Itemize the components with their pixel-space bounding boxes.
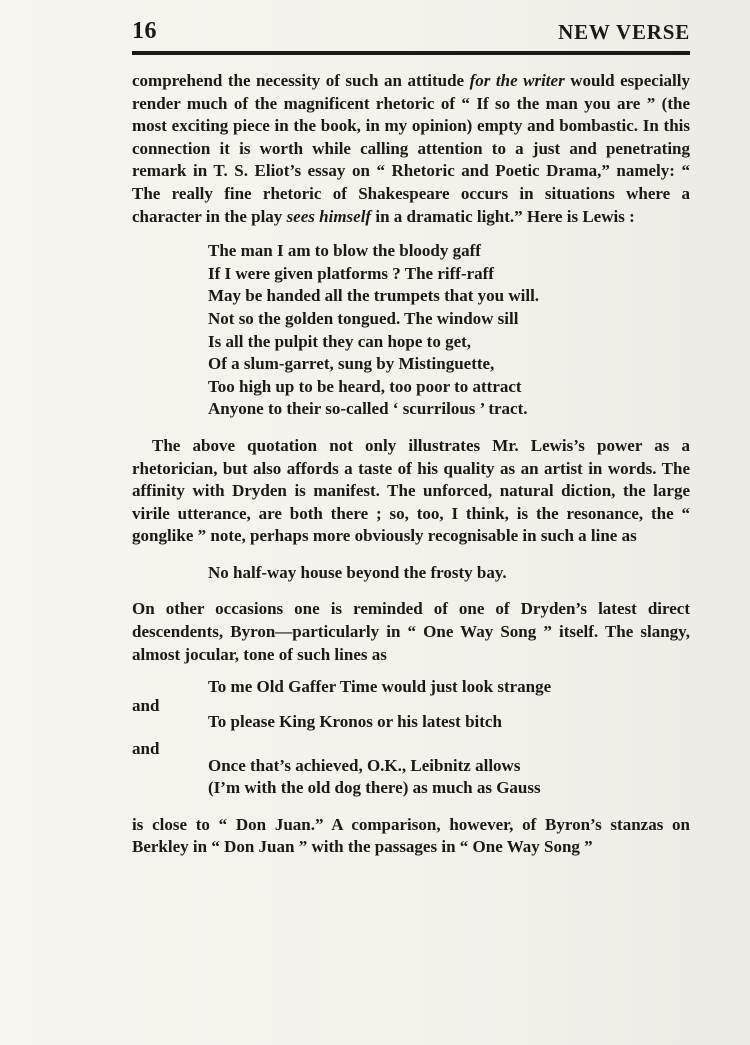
verse-line: If I were given platforms ? The riff-raff — [208, 263, 494, 283]
quote-line: (I’m with the old dog there) as much as Gauss — [208, 778, 541, 798]
header-rule — [132, 51, 690, 55]
paragraph-4: is close to “ Don Juan.” A comparison, however, of Byron’s stanzas on Berkley in “ Don Juan ” with the passages in “ One Way Song ” — [132, 814, 690, 857]
page-header — [132, 18, 690, 50]
verse-line: Not so the golden tongued. The window sill — [208, 308, 519, 328]
verse-line: Anyone to their so-called ‘ scurrilous ’ tract. — [208, 399, 528, 419]
quote-line: To please King Kronos or his latest bitch — [208, 712, 502, 732]
paragraph-3: On other occasions one is reminded of one of Dryden’s latest direct descendents, Byron—particularly in “ One Way Song ” itself. The slangy, almost jocular, tone of such lines as — [132, 599, 690, 664]
verse-line: Too high up to be heard, too poor to attract — [208, 376, 522, 396]
paragraph-2: The above quotation not only illustrates Mr. Lewis’s power as a rhetorician, but also affords a taste of his quality as an artist in words. The affinity with Dryden is manifest. The unforced, natural diction, the large virile utterance, are both there ; so, too, I think, is the resonance, the “ gonglike ” note, perhaps more obviously recognisable in such a line as — [132, 435, 690, 546]
running-head: NEW VERSE — [558, 20, 690, 44]
conjunction: and — [132, 739, 160, 759]
verse-line: May be handed all the trumpets that you will. — [208, 286, 540, 306]
verse-line: Is all the pulpit they can hope to get, — [208, 331, 472, 351]
quote-line: Once that’s achieved, O.K., Leibnitz allows — [208, 755, 521, 775]
quote-line: To me Old Gaffer Time would just look strange — [208, 677, 552, 697]
verse-line: Of a slum-garret, sung by Mistinguette, — [208, 354, 495, 374]
page-body — [132, 70, 690, 859]
quote-group — [132, 676, 690, 800]
page-number: 16 — [132, 18, 157, 44]
paragraph-1: comprehend the necessity of such an attitude for the writer would especially render much of the magnificent rhetoric of “ If so the man you are ” (the most exciting piece in the book, in my opinion) empty and bombastic. In this connection it is worth while calling attention to a just and penetrating remark in T. S. Eliot’s essay on “ Rhetoric and Poetic Drama,” namely: “ The really fine rhetoric of Shakespeare occurs in situations where a character in the play sees himself in a dramatic light.” Here is Lewis : — [132, 71, 690, 226]
verse-line: The man I am to blow the bloody gaff — [208, 241, 481, 261]
verse-single-line: No half-way house beyond the frosty bay. — [208, 562, 507, 582]
conjunction: and — [132, 695, 160, 715]
verse-quotation — [208, 240, 690, 421]
